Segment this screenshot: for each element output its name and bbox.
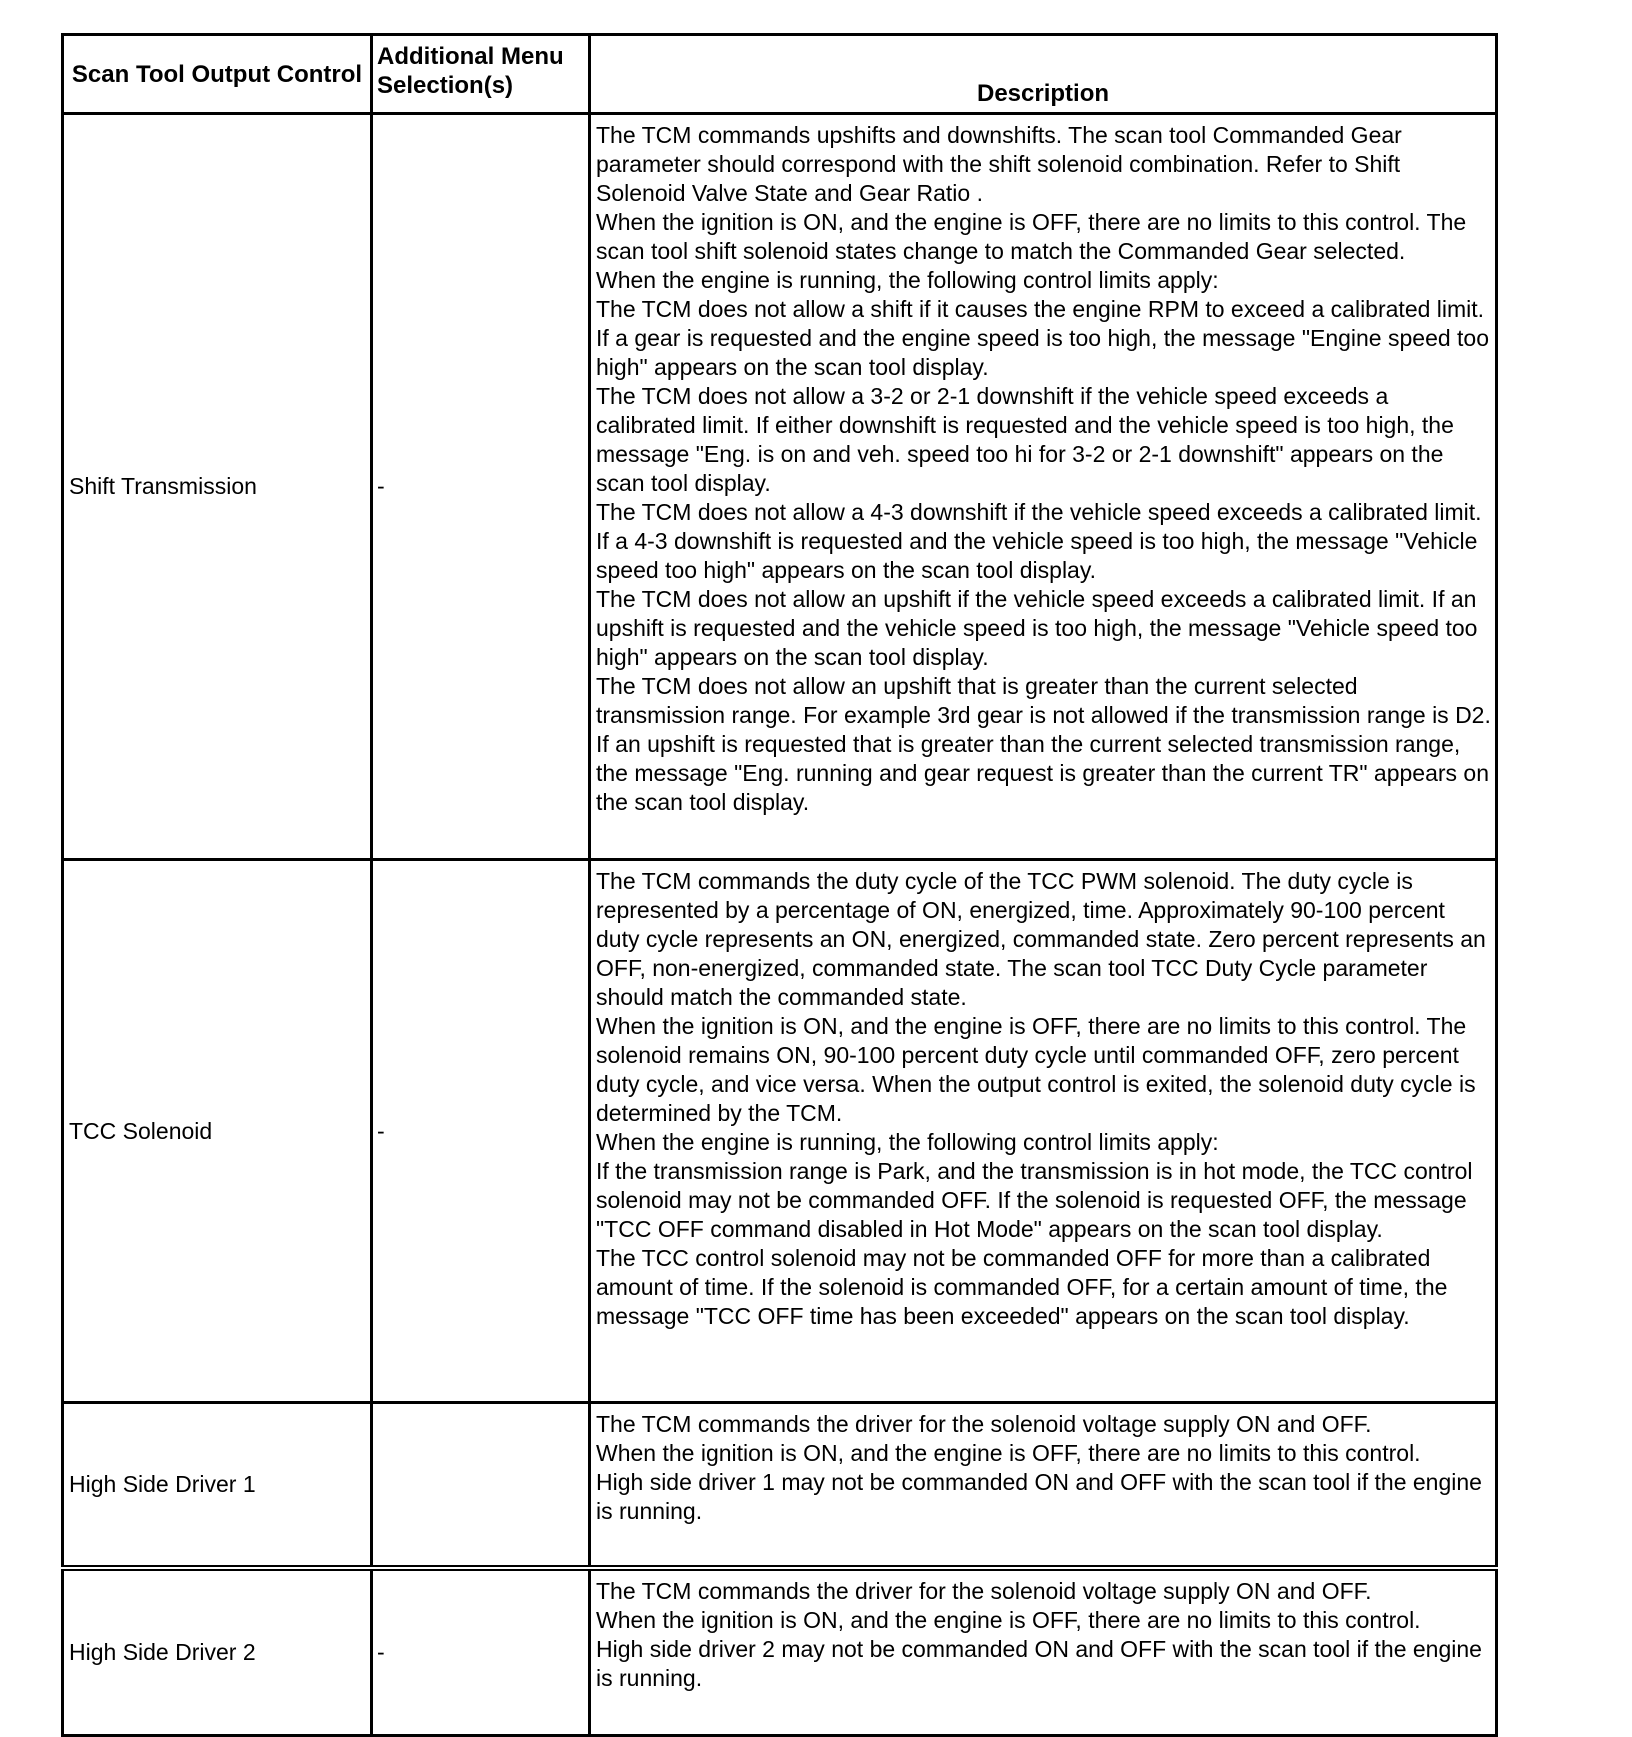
description-paragraph: The TCM does not allow a 4-3 downshift if the vehicle speed exceeds a calibrated limit. If a 4-3 downshift is requested and the vehicle speed is too high, the message "Vehicle speed too high" appears on the scan tool display.	[596, 499, 1482, 583]
description-paragraph: When the ignition is ON, and the engine is OFF, there are no limits to this control. The scan tool shift solenoid states change to match the Commanded Gear selected.	[596, 209, 1467, 264]
description-paragraph: When the ignition is ON, and the engine is OFF, there are no limits to this control.	[596, 1440, 1421, 1466]
description-paragraph: The TCM does not allow an upshift that is greater than the current selected transmission range. For example 3rd gear is not allowed if the transmission range is D2. If an upshift is requested that is greater than the current selected transmission range, the message "Eng. running and gear request is greater than the current TR" appears on the scan tool display.	[596, 673, 1491, 815]
description-paragraph: When the ignition is ON, and the engine is OFF, there are no limits to this control. The solenoid remains ON, 90-100 percent duty cycle until commanded OFF, zero percent duty cycle, and vice versa. When the output control is exited, the solenoid duty cycle is determined by the TCM.	[596, 1013, 1476, 1126]
description-paragraph: The TCM does not allow an upshift if the vehicle speed exceeds a calibrated limit. If an upshift is requested and the vehicle speed is too high, the message "Vehicle speed too high" appears on the scan tool display.	[596, 586, 1478, 670]
description-paragraph: The TCC control solenoid may not be commanded OFF for more than a calibrated amount of time. If the solenoid is commanded OFF, for a certain amount of time, the message "TCC OFF time has been exceeded" appears on the scan tool display.	[596, 1245, 1448, 1329]
description-cell	[590, 1403, 1497, 1569]
control-cell: TCC Solenoid	[63, 860, 372, 1403]
description-cell	[590, 860, 1497, 1403]
table-row	[63, 1568, 1497, 1736]
table-header-row	[63, 35, 1497, 114]
control-cell: Shift Transmission	[63, 114, 372, 860]
control-cell: High Side Driver 1	[63, 1403, 372, 1569]
menu-cell	[372, 1403, 590, 1569]
description-paragraph: The TCM commands the driver for the solenoid voltage supply ON and OFF.	[596, 1578, 1372, 1604]
description-paragraph: The TCM commands the driver for the solenoid voltage supply ON and OFF.	[596, 1411, 1372, 1437]
description-paragraph: The TCM commands the duty cycle of the TCC PWM solenoid. The duty cycle is represented by a percentage of ON, energized, time. Approximately 90-100 percent duty cycle represents an ON, energized, commanded state. Zero percent represents an OFF, non-energized, commanded state. The scan tool TCC Duty Cycle parameter should match the commanded state.	[596, 868, 1486, 1010]
description-paragraph: When the ignition is ON, and the engine is OFF, there are no limits to this control.	[596, 1607, 1421, 1633]
description-paragraph: When the engine is running, the following control limits apply:	[596, 267, 1219, 293]
description-paragraph: The TCM does not allow a 3-2 or 2-1 downshift if the vehicle speed exceeds a calibrated limit. If either downshift is requested and the vehicle speed is too high, the message "Eng. is on and veh. speed too hi for 3-2 or 2-1 downshift" appears on the scan tool display.	[596, 383, 1454, 496]
menu-cell: -	[372, 860, 590, 1403]
scan-tool-output-control-table	[61, 33, 1498, 1737]
description-cell	[590, 114, 1497, 860]
description-cell	[590, 1568, 1497, 1736]
description-paragraph: High side driver 1 may not be commanded ON and OFF with the scan tool if the engine is running.	[596, 1469, 1482, 1524]
description-paragraph: The TCM commands upshifts and downshifts. The scan tool Commanded Gear parameter should correspond with the shift solenoid combination. Refer to Shift Solenoid Valve State and Gear Ratio .	[596, 122, 1402, 206]
description-paragraph: When the engine is running, the following control limits apply:	[596, 1129, 1219, 1155]
control-cell: High Side Driver 2	[63, 1568, 372, 1736]
header-menu: Additional Menu Selection(s)	[372, 35, 590, 114]
header-control: Scan Tool Output Control	[63, 35, 372, 114]
header-description: Description	[590, 35, 1497, 114]
table-row	[63, 860, 1497, 1403]
description-paragraph: The TCM does not allow a shift if it causes the engine RPM to exceed a calibrated limit. If a gear is requested and the engine speed is too high, the message "Engine speed too high" appears on the scan tool display.	[596, 296, 1490, 380]
description-paragraph: High side driver 2 may not be commanded ON and OFF with the scan tool if the engine is running.	[596, 1636, 1482, 1691]
menu-cell: -	[372, 1568, 590, 1736]
menu-cell: -	[372, 114, 590, 860]
table-row	[63, 114, 1497, 860]
table-row	[63, 1403, 1497, 1569]
description-paragraph: If the transmission range is Park, and the transmission is in hot mode, the TCC control solenoid may not be commanded OFF. If the solenoid is requested OFF, the message "TCC OFF command disabled in Hot Mode" appears on the scan tool display.	[596, 1158, 1473, 1242]
